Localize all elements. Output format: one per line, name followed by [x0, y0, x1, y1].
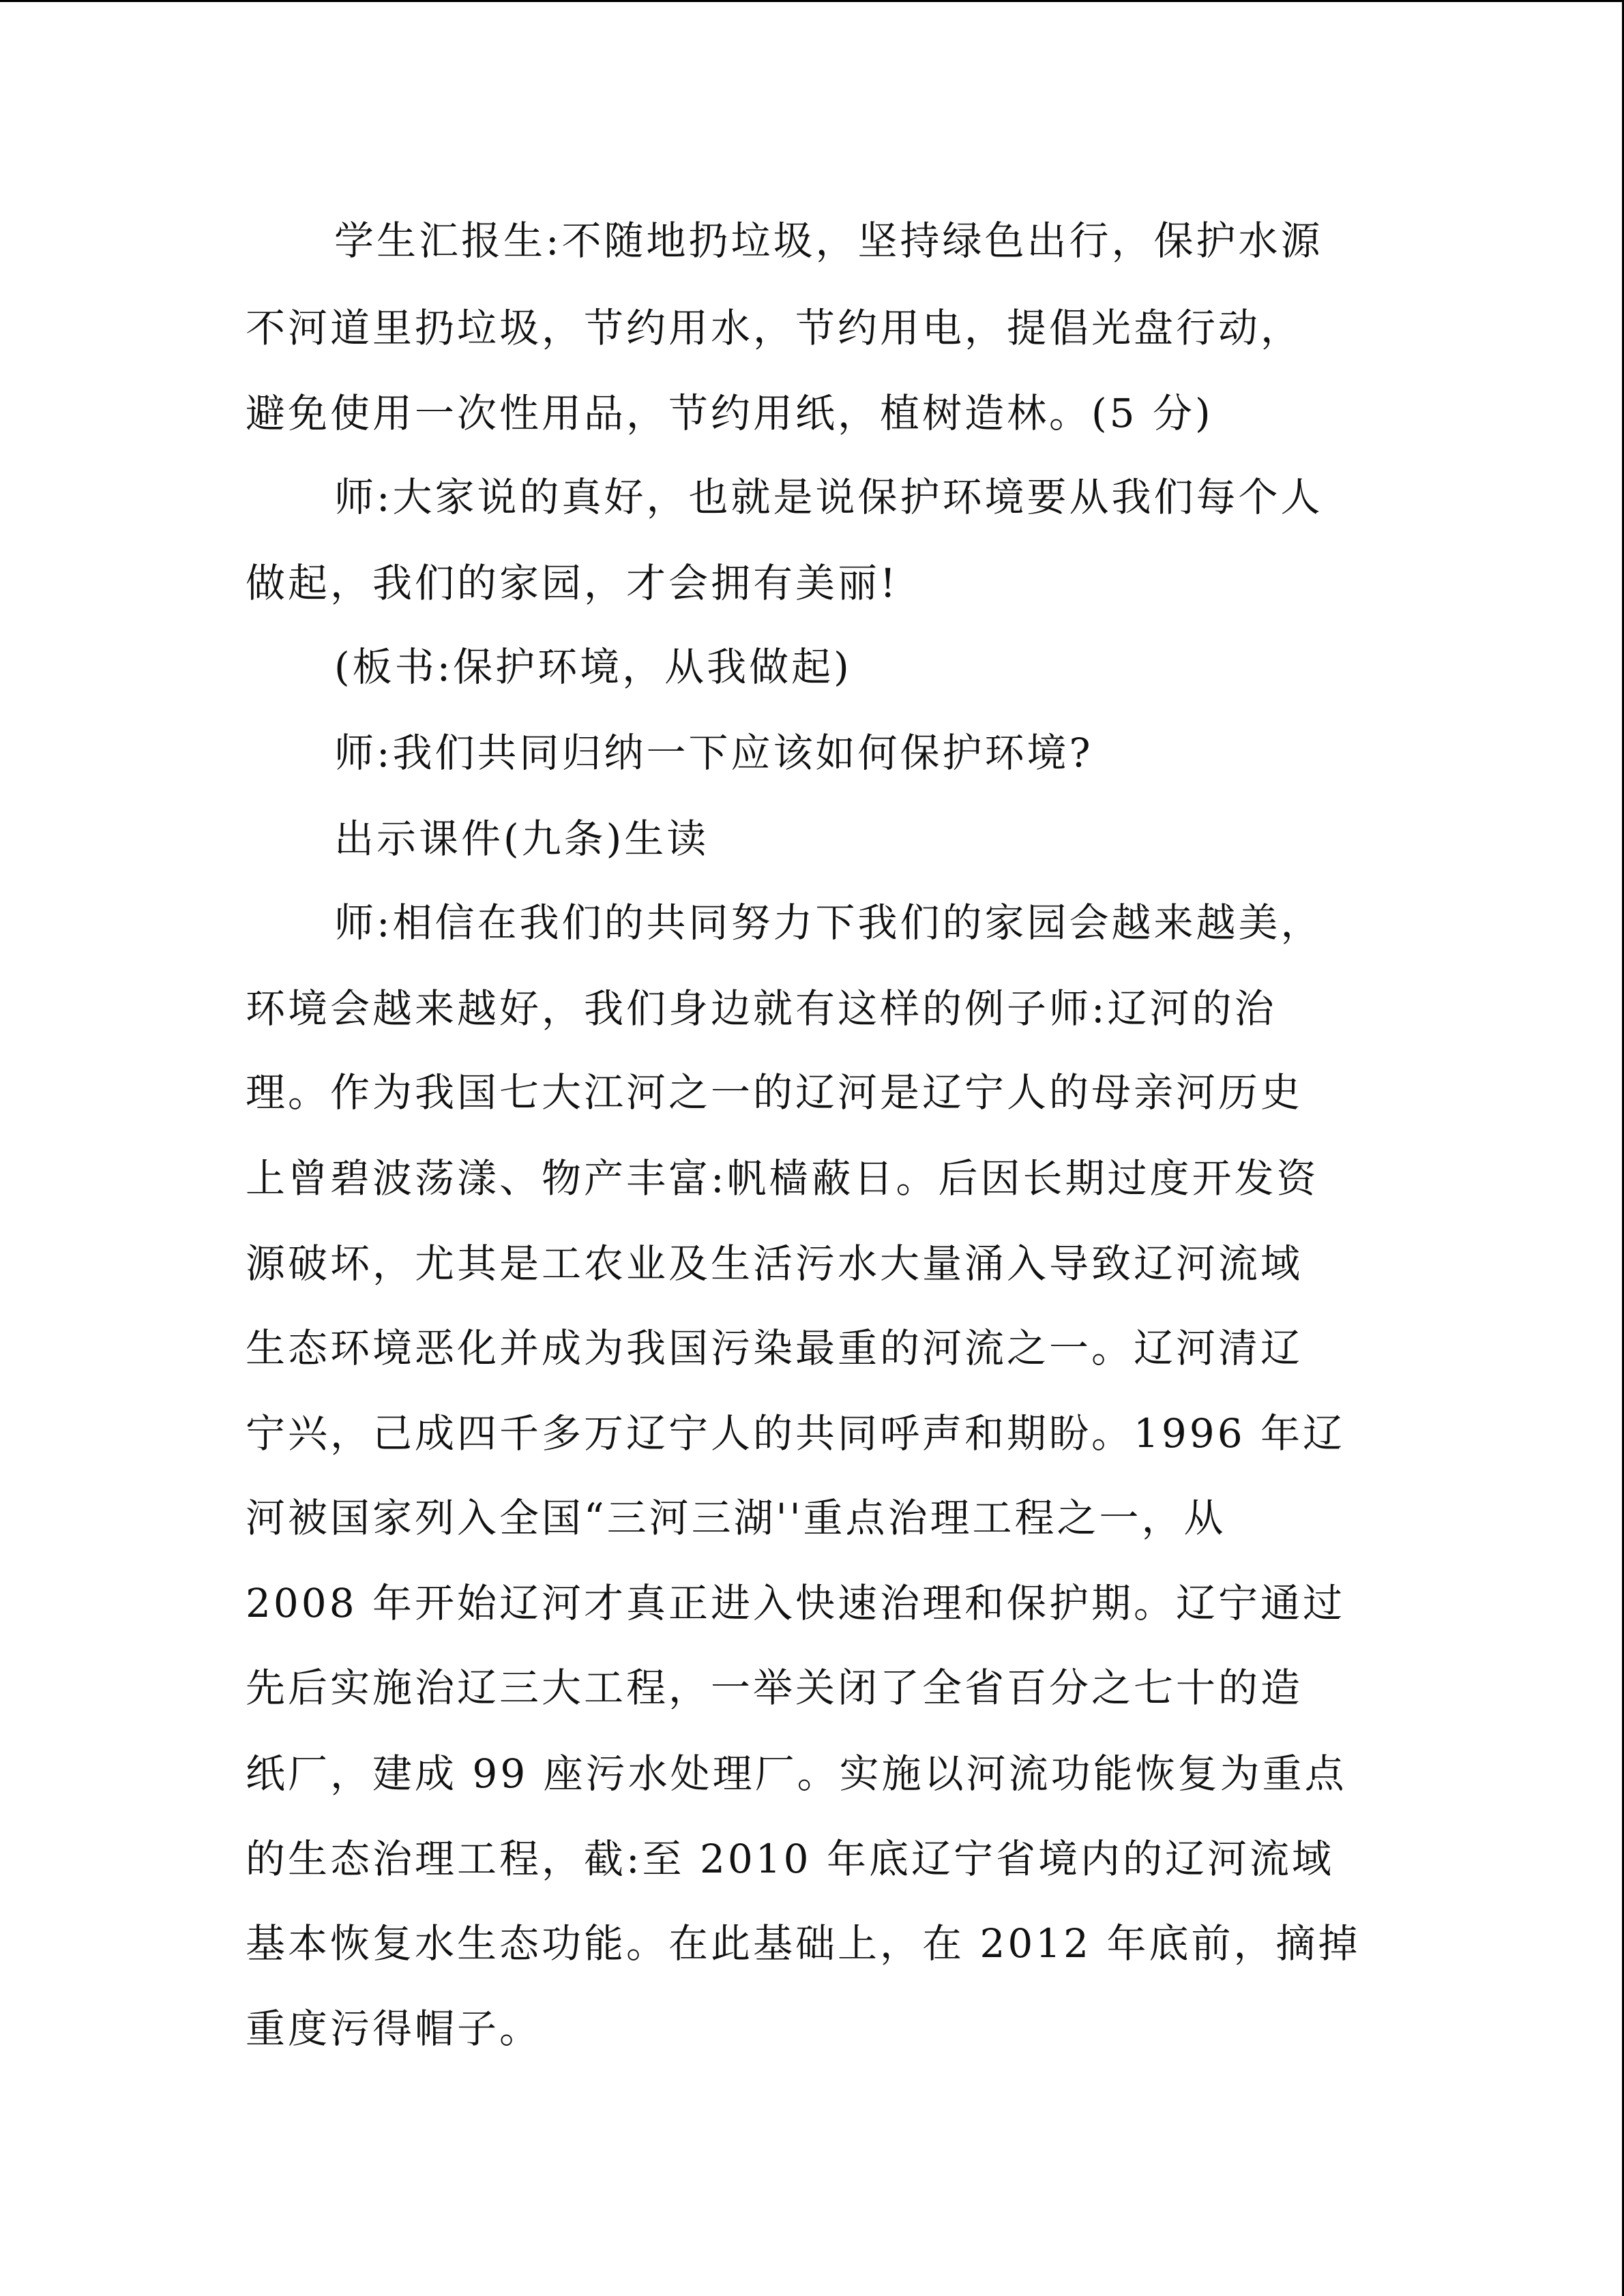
text-line-18: 先后实施治辽三大工程，一举关闭了全省百分之七十的造 — [246, 1665, 1303, 1711]
text-line-5: 做起，我们的家园，才会拥有美丽! — [246, 560, 899, 606]
text-line-21: 基本恢复水生态功能。在此基础上，在 2012 年底前，摘掉 — [246, 1920, 1361, 1967]
text-line-12: 上曾碧波荡漾、物产丰富:帆樯蔽日。后因长期过度开发资 — [246, 1155, 1319, 1202]
text-line-17: 2008 年开始辽河才真正进入快速治理和保护期。辽宁通过 — [246, 1580, 1346, 1626]
text-line-9: 师:相信在我们的共同努力下我们的家园会越来越美， — [334, 899, 1323, 946]
text-line-20: 的生态治理工程，截:至 2010 年底辽宁省境内的辽河流域 — [246, 1836, 1335, 1882]
text-line-8: 出示课件(九条)生读 — [334, 816, 709, 862]
text-line-10: 环境会越来越好，我们身边就有这样的例子师:辽河的治 — [246, 985, 1277, 1032]
text-line-19: 纸厂，建成 99 座污水处理厂。实施以河流功能恢复为重点 — [246, 1750, 1347, 1797]
text-line-3: 避免使用一次性用品，节约用纸，植树造林。(5 分) — [246, 390, 1213, 436]
text-line-6: (板书:保护环境，从我做起) — [334, 644, 852, 690]
text-line-16: 河被国家列入全国“三河三湖''重点治理工程之一，从 — [246, 1495, 1226, 1541]
text-line-2: 不河道里扔垃圾，节约用水，节约用电，提倡光盘行动， — [246, 305, 1303, 351]
text-line-4: 师:大家说的真好，也就是说保护环境要从我们每个人 — [334, 474, 1323, 520]
text-line-22: 重度污得帽子。 — [246, 2006, 542, 2052]
text-line-11: 理。作为我国七大江河之一的辽河是辽宁人的母亲河历史 — [246, 1069, 1303, 1116]
text-line-7: 师:我们共同归纳一下应该如何保护环境? — [334, 730, 1093, 776]
text-line-14: 生态环境恶化并成为我国污染最重的河流之一。辽河清辽 — [246, 1325, 1303, 1371]
text-line-13: 源破坏，尤其是工农业及生活污水大量涌入导致辽河流域 — [246, 1240, 1303, 1287]
text-line-15: 宁兴，己成四千多万辽宁人的共同呼声和期盼。1996 年辽 — [246, 1410, 1346, 1457]
text-line-1: 学生汇报生:不随地扔垃圾，坚持绿色出行，保护水源 — [334, 218, 1323, 264]
